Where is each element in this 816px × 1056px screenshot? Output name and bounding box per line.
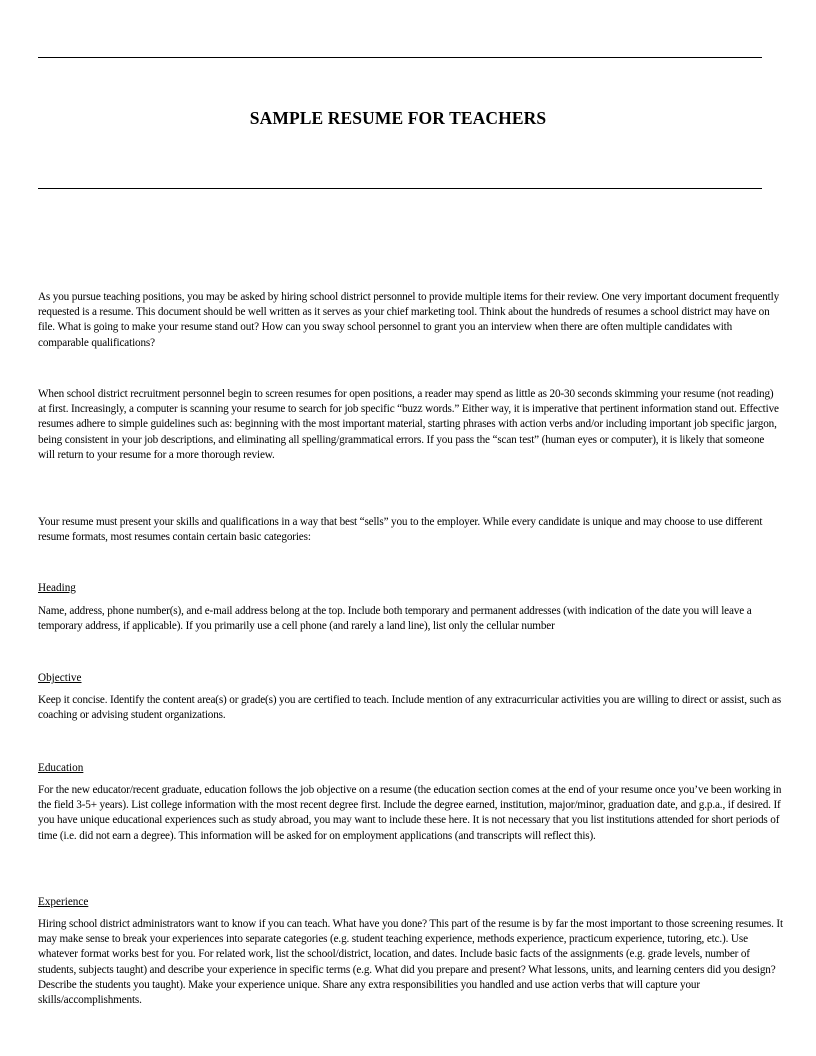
section-heading-experience: Experience bbox=[38, 896, 89, 908]
section-heading-heading: Heading bbox=[38, 582, 76, 594]
intro-paragraph-3: Your resume must present your skills and qualifications in a way that best “sells” you to the employer. While every candidate is unique and may choose to use different resume formats, most resumes contain certain basic categories: bbox=[38, 516, 763, 544]
section-body-heading: Name, address, phone number(s), and e-mail address belong at the top. Include both temporary and permanent addresses (with indication of the date you will leave a temporary address, if applicable). If you primarily use a cell phone (and rarely a land line), list only the cellular number bbox=[38, 605, 752, 633]
section-body-experience: Hiring school district administrators want to know if you can teach. What have you done? This part of the resume is by far the most important to those screening resumes. It may make sense to break your experiences into separate categories (e.g. student teaching experience, methods experience, practicum experience, tutoring, etc.). Use whatever format works best for you. For related work, list the school/district, location, and dates. Include basic facts of the assignments (e.g. grade levels, number of students, subjects taught) and describe your experience in specific terms (e.g. What did you prepare and present? What lessons, units, and learning centers did you design? Describe the students you taught). Make your experience unique. Share any extra responsibilities you handled and use action verbs that will capture your skills/accomplishments. bbox=[38, 918, 783, 1007]
section-body-education: For the new educator/recent graduate, education follows the job objective on a resume (the education section comes at the end of your resume once you’ve been working in the field 3-5+ years). List college information with the most recent degree first. Include the degree earned, institution, major/minor, graduation date, and g.p.a., if desired. If you have unique educational experiences such as study abroad, you may want to include these here. It is not necessary that you list institutions attended for short periods of time (i.e. did not earn a degree). This information will be asked for on employment applications (and transcripts will reflect this). bbox=[38, 784, 782, 842]
top-horizontal-rule bbox=[38, 57, 762, 58]
bottom-horizontal-rule bbox=[38, 188, 762, 189]
section-heading-education: Education bbox=[38, 762, 84, 774]
intro-paragraph-2: When school district recruitment personnel begin to screen resumes for open positions, a reader may spend as little as 20-30 seconds skimming your resume (not reading) at first. Increasingly, a computer is scanning your resume to search for job specific “buzz words.” Either way, it is imperative that pertinent information stand out. Effective resumes adhere to simple guidelines such as: beginning with the most important material, starting phrases with action verbs and/or including important job specific jargon, being consistent in your job descriptions, and eliminating all spelling/grammatical errors. If you pass the “scan test” (human eyes or computer), it is likely that someone will return to your resume for a more thorough review. bbox=[38, 388, 779, 461]
section-body-objective: Keep it concise. Identify the content area(s) or grade(s) you are certified to teach. Include mention of any extracurricular activities you are willing to direct or assist, such as coaching or advising student organizations. bbox=[38, 694, 782, 722]
intro-paragraph-1: As you pursue teaching positions, you may be asked by hiring school district personnel to provide multiple items for their review. One very important document frequently requested is a resume. This document should be well written as it serves as your chief marketing tool. Think about the hundreds of resumes a school district may have on file. What is going to make your resume stand out? How can you sway school personnel to grant you an interview when there are often multiple candidates with comparable qualifications? bbox=[38, 291, 780, 349]
section-heading-objective: Objective bbox=[38, 672, 82, 684]
document-title: SAMPLE RESUME FOR TEACHERS bbox=[249, 108, 547, 128]
